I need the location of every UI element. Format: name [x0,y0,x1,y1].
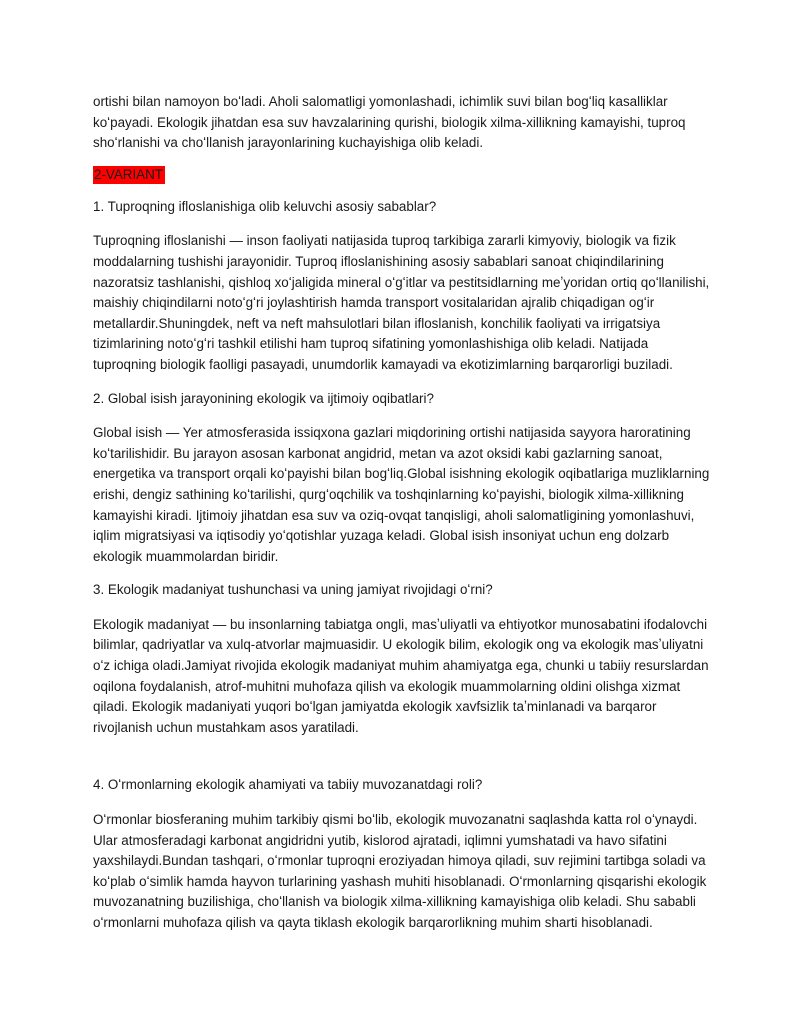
answer-1: Tuproqning ifloslanishi — inson faoliyati natijasida tuproq tarkibiga zararli kimyoviy, biologik va fizik moddalarning tushishi jarayonidir. Tuproq ifloslanishining asosiy sabablari sanoat chiqindilarining nazoratsiz tashlanishi, qishloq xoʻjaligida mineral oʻgʻitlar va pestitsidlarning meʼyoridan ortiq qoʻllanilishi, maishiy chiqindilarni notoʻgʻri joylashtirish hamda transport vositalaridan ajralib chiqadigan ogʻir metallardir.Shuningdek, neft va neft mahsulotlari bilan ifloslanish, konchilik faoliyati va irrigatsiya tizimlarining notoʻgʻri tashkil etilishi ham tuproq sifatining yomonlashishiga olib keladi. Natijada tuproqning biologik faolligi pasayadi, unumdorlik kamayadi va ekotizimlarning barqarorligi buziladi. [93,233,710,372]
answer-2: Global isish — Yer atmosferasida issiqxona gazlari miqdorining ortishi natijasida sayyora haroratining koʻtarilishidir. Bu jarayon asosan karbonat angidrid, metan va azot oksidi kabi gazlarning sanoat, energetika va transport orqali koʻpayishi bilan bogʻliq.Global isishning ekologik oqibatlariga muzliklarning erishi, dengiz sathining koʻtarilishi, qurgʻoqchilik va toshqinlarning koʻpayishi, biologik xilma-xillikning kamayishi kiradi. Ijtimoiy jihatdan esa suv va oziq-ovqat tanqisligi, aholi salomatligining yomonlashuvi, iqlim migratsiyasi va iqtisodiy yoʻqotishlar yuzaga keladi. Global isish insoniyat uchun eng dolzarb ekologik muammolardan biridir. [93,425,710,564]
question-4: 4. Oʻrmonlarning ekologik ahamiyati va tabiiy muvozanatdagi roli? [93,777,483,793]
question-3: 3. Ekologik madaniyat tushunchasi va uning jamiyat rivojidagi oʻrni? [93,582,493,598]
intro-paragraph: ortishi bilan namoyon boʻladi. Aholi salomatligi yomonlashadi, ichimlik suvi bilan bogʻliq kasalliklar koʻpayadi. Ekologik jihatdan esa suv havzalarining qurishi, biologik xilma-xillikning kamayishi, tuproq shoʻrlanishi va choʻllanish jarayonlarining kuchayishiga olib keladi. [93,94,686,151]
document-page [93,92,713,947]
variant-label: 2-VARIANT [94,166,163,182]
question-2: 2. Global isish jarayonining ekologik va ijtimoiy oqibatlari? [93,390,434,406]
blank-line [93,751,713,775]
variant-heading [93,166,713,184]
question-1: 1. Tuproqning ifloslanishiga olib keluvchi asosiy sabablar? [93,198,437,214]
answer-4: Oʻrmonlar biosferaning muhim tarkibiy qismi boʻlib, ekologik muvozanatni saqlashda katta rol oʻynaydi. Ular atmosferadagi karbonat angidridni yutib, kislorod ajratadi, iqlimni yumshatadi va havo sifatini yaxshilaydi.Bundan tashqari, oʻrmonlar tuproqni eroziyadan himoya qiladi, suv rejimini tartibga soladi va koʻplab oʻsimlik hamda hayvon turlarining yashash muhiti hisoblanadi. Oʻrmonlarning qisqarishi ekologik muvozanatning buzilishiga, choʻllanish va biologik xilma-xillikning kamayishiga olib keladi. Shu sababli oʻrmonlarni muhofaza qilish va qayta tiklash ekologik barqarorlikning muhim sharti hisoblanadi. [93,812,707,930]
answer-3: Ekologik madaniyat — bu insonlarning tabiatga ongli, masʼuliyatli va ehtiyotkor munosabatini ifodalovchi bilimlar, qadriyatlar va xulq-atvorlar majmuasidir. U ekologik bilim, ekologik ong va ekologik masʼuliyatni oʻz ichiga oladi.Jamiyat rivojida ekologik madaniyat muhim ahamiyatga ega, chunki u tabiiy resurslardan oqilona foydalanish, atrof-muhitni muhofaza qilish va ekologik muammolarning oldini olishga xizmat qiladi. Ekologik madaniyati yuqori boʻlgan jamiyatda ekologik xavfsizlik taʼminlanadi va barqaror rivojlanish uchun mustahkam asos yaratiladi. [93,616,709,735]
